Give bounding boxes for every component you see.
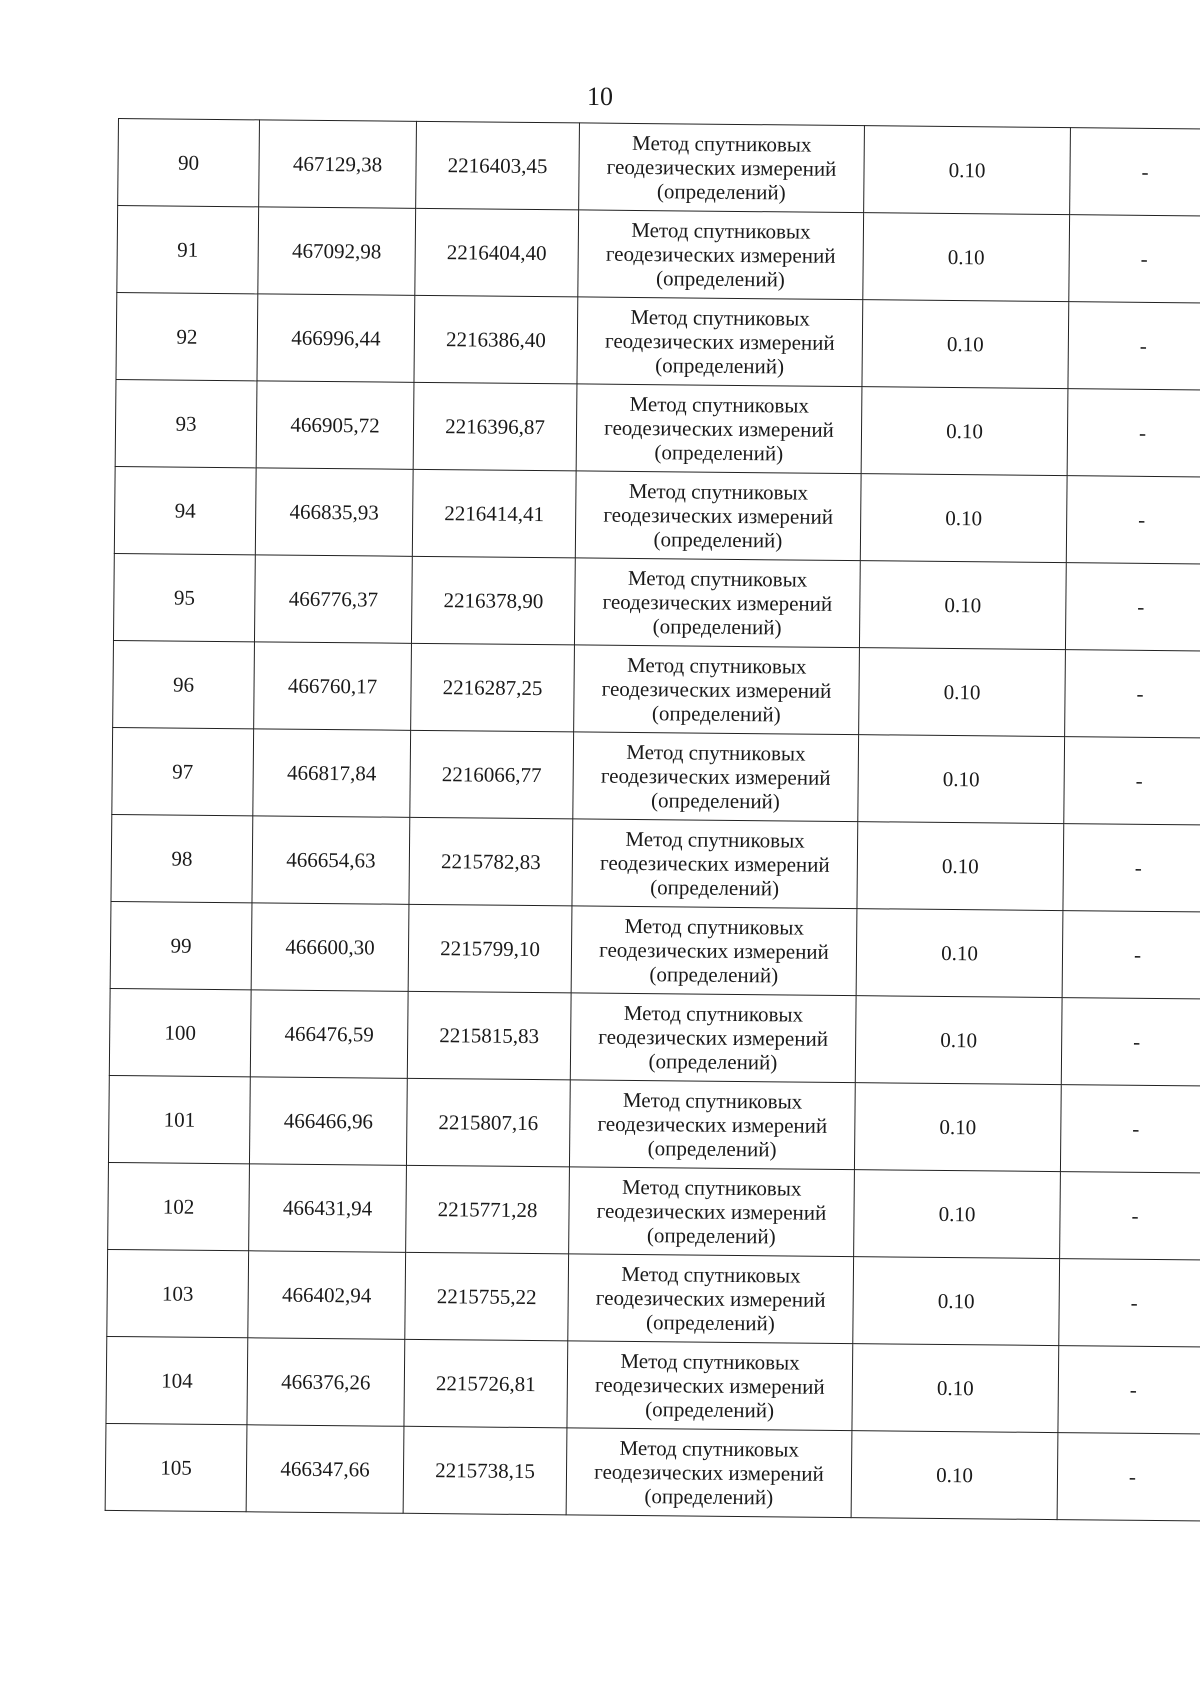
- point-number: 94: [174, 498, 196, 523]
- y-coordinate: 2216404,40: [446, 240, 547, 266]
- x-coordinate-cell: [249, 1077, 407, 1166]
- method-line-1: Метод спутниковых: [619, 1435, 800, 1462]
- note-value: -: [1135, 768, 1143, 793]
- method-line-2: геодезических измерений: [606, 154, 837, 181]
- method-line-2: геодезических измерений: [605, 241, 836, 268]
- point-number-cell: [105, 1423, 247, 1511]
- point-number-cell: [111, 814, 253, 902]
- note-cell: [1062, 911, 1200, 999]
- y-coordinate-cell: [406, 1078, 570, 1167]
- y-coordinate: 2215726,81: [435, 1371, 536, 1397]
- method-line-3: (определений): [646, 1223, 776, 1249]
- x-coordinate: 466996,44: [291, 325, 381, 351]
- note-value: -: [1141, 159, 1149, 184]
- point-number: 92: [176, 324, 198, 349]
- method-cell: [577, 297, 863, 387]
- table-row: [108, 1075, 1200, 1173]
- x-coordinate-cell: [252, 816, 410, 905]
- point-number-cell: [116, 292, 258, 380]
- method-cell: [570, 993, 856, 1083]
- method-line-3: (определений): [650, 788, 780, 814]
- y-coordinate-cell: [416, 121, 580, 210]
- note-value: -: [1130, 1290, 1138, 1315]
- y-coordinate: 2216386,40: [445, 327, 546, 353]
- method-line-1: Метод спутниковых: [621, 1261, 801, 1288]
- point-number-cell: [106, 1336, 248, 1424]
- note-cell: [1068, 302, 1200, 390]
- y-coordinate: 2215771,28: [437, 1197, 538, 1223]
- y-coordinate: 2216396,87: [445, 414, 546, 440]
- y-coordinate-cell: [406, 1165, 570, 1254]
- accuracy-value: 0.10: [947, 244, 985, 270]
- x-coordinate: 466776,37: [288, 586, 379, 612]
- method-cell: [569, 1080, 855, 1170]
- table-row: [107, 1249, 1200, 1347]
- accuracy-cell: [859, 648, 1066, 737]
- note-value: -: [1139, 333, 1147, 358]
- point-number: 100: [164, 1020, 197, 1045]
- accuracy-cell: [862, 300, 1069, 389]
- point-number: 97: [172, 759, 194, 784]
- accuracy-value: 0.10: [942, 766, 980, 792]
- note-value: -: [1132, 1116, 1140, 1141]
- note-cell: [1060, 1172, 1200, 1260]
- method-line-2: геодезических измерений: [602, 589, 833, 616]
- note-value: -: [1140, 246, 1148, 271]
- y-coordinate-cell: [415, 208, 579, 297]
- x-coordinate-cell: [258, 207, 416, 296]
- point-number-cell: [113, 553, 255, 641]
- method-line-2: геодезических измерений: [599, 937, 829, 964]
- accuracy-value: 0.10: [946, 418, 984, 444]
- method-cell: [575, 471, 861, 561]
- y-coordinate-cell: [411, 556, 575, 645]
- x-coordinate-cell: [254, 555, 412, 644]
- method-cell: [566, 1428, 852, 1518]
- note-value: -: [1134, 855, 1142, 880]
- x-coordinate: 466476,59: [284, 1021, 374, 1047]
- method-cell: [578, 210, 864, 300]
- y-coordinate-cell: [408, 904, 572, 993]
- note-cell: [1066, 476, 1200, 564]
- method-line-2: геодезических измерений: [594, 1372, 825, 1399]
- point-number-cell: [113, 640, 255, 728]
- accuracy-value: 0.10: [937, 1288, 975, 1314]
- method-line-3: (определений): [655, 353, 785, 379]
- table-row: [106, 1336, 1200, 1434]
- y-coordinate: 2215799,10: [440, 936, 541, 962]
- method-line-3: (определений): [652, 614, 782, 640]
- y-coordinate-cell: [403, 1426, 567, 1515]
- x-coordinate-cell: [254, 642, 412, 731]
- accuracy-value: 0.10: [938, 1201, 976, 1227]
- method-line-3: (определений): [651, 701, 781, 727]
- y-coordinate: 2216378,90: [443, 588, 544, 614]
- note-cell: [1065, 563, 1200, 651]
- note-cell: [1067, 389, 1200, 477]
- note-cell: [1070, 128, 1200, 216]
- x-coordinate: 466835,93: [289, 499, 379, 525]
- x-coordinate: 466347,66: [280, 1456, 370, 1482]
- x-coordinate-cell: [248, 1251, 406, 1340]
- coordinates-table: [105, 118, 1200, 1522]
- accuracy-value: 0.10: [940, 1027, 978, 1053]
- method-line-2: геодезических измерений: [604, 415, 834, 442]
- accuracy-cell: [863, 213, 1070, 302]
- method-cell: [568, 1254, 854, 1344]
- method-line-1: Метод спутниковых: [631, 217, 811, 244]
- accuracy-value: 0.10: [941, 940, 979, 966]
- x-coordinate: 467129,38: [292, 151, 383, 177]
- note-value: -: [1133, 942, 1142, 967]
- y-coordinate-cell: [412, 469, 576, 558]
- x-coordinate: 466905,72: [290, 412, 380, 438]
- point-number: 103: [161, 1281, 194, 1306]
- accuracy-cell: [854, 1170, 1061, 1259]
- accuracy-cell: [855, 996, 1062, 1085]
- point-number-cell: [108, 1162, 250, 1250]
- method-line-1: Метод спутниковых: [631, 130, 812, 157]
- accuracy-value: 0.10: [939, 1114, 977, 1140]
- method-line-1: Метод спутниковых: [630, 304, 810, 331]
- note-value: -: [1136, 681, 1144, 706]
- accuracy-cell: [856, 909, 1063, 998]
- accuracy-value: 0.10: [945, 505, 983, 531]
- point-number-cell: [117, 206, 259, 294]
- x-coordinate-cell: [257, 294, 415, 383]
- note-value: -: [1138, 507, 1146, 532]
- accuracy-value: 0.10: [948, 157, 986, 183]
- table-row: [116, 292, 1200, 390]
- point-number: 101: [163, 1107, 196, 1132]
- y-coordinate: 2215738,15: [435, 1458, 536, 1484]
- y-coordinate-cell: [414, 295, 578, 384]
- y-coordinate-cell: [411, 643, 575, 732]
- table-row: [111, 814, 1200, 912]
- point-number-cell: [108, 1075, 250, 1163]
- accuracy-cell: [854, 1083, 1061, 1172]
- note-value: -: [1131, 1203, 1139, 1228]
- method-line-1: Метод спутниковых: [621, 1174, 802, 1201]
- method-line-3: (определений): [649, 962, 779, 988]
- method-line-1: Метод спутниковых: [626, 739, 806, 766]
- accuracy-cell: [861, 387, 1068, 476]
- table-row: [112, 727, 1200, 825]
- y-coordinate-cell: [407, 991, 571, 1080]
- x-coordinate: 466466,96: [283, 1108, 374, 1134]
- table-row: [115, 379, 1200, 477]
- note-cell: [1064, 737, 1200, 825]
- note-cell: [1061, 998, 1200, 1086]
- x-coordinate-cell: [251, 903, 409, 992]
- method-line-2: геодезических измерений: [600, 763, 831, 790]
- method-line-3: (определений): [645, 1397, 775, 1423]
- page-number: 10: [587, 82, 613, 111]
- method-cell: [574, 558, 860, 648]
- accuracy-cell: [851, 1431, 1058, 1520]
- note-cell: [1065, 650, 1200, 738]
- x-coordinate: 466817,84: [286, 760, 377, 786]
- accuracy-value: 0.10: [941, 853, 979, 879]
- x-coordinate: 466402,94: [281, 1282, 372, 1308]
- note-value: -: [1129, 1377, 1137, 1402]
- y-coordinate-cell: [404, 1339, 568, 1428]
- method-line-2: геодезических измерений: [595, 1285, 826, 1312]
- method-cell: [567, 1341, 853, 1431]
- accuracy-cell: [864, 126, 1071, 215]
- method-line-1: Метод спутниковых: [620, 1348, 800, 1375]
- method-line-1: Метод спутниковых: [625, 826, 805, 853]
- point-number: 91: [177, 237, 199, 262]
- point-number: 93: [175, 411, 197, 436]
- method-line-3: (определений): [648, 1049, 778, 1075]
- point-number: 90: [177, 150, 200, 175]
- note-cell: [1057, 1433, 1200, 1521]
- method-cell: [571, 906, 857, 996]
- method-line-3: (определений): [650, 875, 780, 901]
- point-number: 104: [161, 1368, 193, 1393]
- x-coordinate: 466654,63: [286, 847, 376, 873]
- point-number-cell: [118, 119, 260, 207]
- point-number-cell: [109, 988, 251, 1076]
- table-row: [105, 1423, 1200, 1521]
- point-number: 99: [170, 933, 192, 958]
- method-line-1: Метод спутниковых: [623, 1000, 804, 1027]
- point-number: 105: [160, 1455, 192, 1480]
- y-coordinate: 2215755,22: [436, 1284, 537, 1310]
- x-coordinate-cell: [259, 120, 417, 209]
- y-coordinate: 2216414,41: [444, 501, 545, 527]
- y-coordinate-cell: [413, 382, 577, 471]
- table-row: [113, 553, 1200, 651]
- accuracy-cell: [852, 1344, 1059, 1433]
- y-coordinate: 2215815,83: [439, 1023, 540, 1049]
- method-line-2: геодезических измерений: [603, 502, 834, 529]
- accuracy-value: 0.10: [936, 1462, 974, 1488]
- method-line-3: (определений): [654, 440, 784, 466]
- method-line-2: геодезических измерений: [599, 850, 830, 877]
- point-number: 95: [173, 585, 196, 610]
- coordinates-table-body: [105, 119, 1200, 1522]
- method-line-1: Метод спутниковых: [624, 913, 805, 940]
- note-cell: [1059, 1259, 1200, 1347]
- x-coordinate-cell: [255, 468, 413, 557]
- table-row: [114, 466, 1200, 564]
- method-line-3: (определений): [656, 179, 786, 205]
- x-coordinate-cell: [253, 729, 411, 818]
- method-cell: [579, 123, 865, 213]
- method-cell: [573, 732, 859, 822]
- x-coordinate: 466376,26: [281, 1369, 371, 1395]
- table-row: [108, 1162, 1200, 1260]
- accuracy-value: 0.10: [936, 1375, 974, 1401]
- y-coordinate: 2216066,77: [441, 762, 542, 788]
- x-coordinate-cell: [249, 1164, 407, 1253]
- x-coordinate-cell: [250, 990, 408, 1079]
- x-coordinate-cell: [247, 1338, 405, 1427]
- note-cell: [1058, 1346, 1200, 1434]
- x-coordinate: 467092,98: [291, 238, 382, 264]
- point-number-cell: [112, 727, 254, 815]
- method-cell: [574, 645, 860, 735]
- x-coordinate: 466600,30: [285, 934, 375, 960]
- note-cell: [1060, 1085, 1200, 1173]
- note-cell: [1069, 215, 1200, 303]
- note-value: -: [1138, 420, 1147, 445]
- method-line-2: геодезических измерений: [601, 676, 832, 703]
- accuracy-cell: [860, 474, 1067, 563]
- accuracy-cell: [853, 1257, 1060, 1346]
- table-row: [113, 640, 1200, 738]
- table-row: [118, 119, 1200, 217]
- method-line-2: геодезических измерений: [597, 1111, 828, 1138]
- point-number-cell: [115, 379, 257, 467]
- table-row: [117, 206, 1200, 304]
- accuracy-cell: [857, 822, 1064, 911]
- method-line-1: Метод спутниковых: [629, 391, 810, 418]
- method-line-1: Метод спутниковых: [627, 565, 808, 592]
- y-coordinate-cell: [405, 1252, 569, 1341]
- coordinates-table-wrapper: [105, 118, 1168, 1521]
- point-number-cell: [114, 466, 256, 554]
- accuracy-cell: [858, 735, 1065, 824]
- y-coordinate: 2216403,45: [447, 153, 548, 179]
- method-line-1: Метод спутниковых: [626, 652, 807, 679]
- point-number-cell: [107, 1249, 249, 1337]
- note-cell: [1063, 824, 1200, 912]
- x-coordinate: 466431,94: [282, 1195, 373, 1221]
- y-coordinate: 2215782,83: [440, 849, 541, 875]
- method-line-3: (определений): [644, 1484, 774, 1510]
- note-value: -: [1133, 1029, 1141, 1054]
- method-line-3: (определений): [645, 1310, 775, 1336]
- note-value: -: [1137, 594, 1145, 619]
- note-value: -: [1128, 1464, 1137, 1489]
- method-line-2: геодезических измерений: [598, 1024, 829, 1051]
- accuracy-value: 0.10: [944, 592, 982, 618]
- point-number: 102: [162, 1194, 195, 1219]
- method-line-2: геодезических измерений: [596, 1198, 827, 1225]
- method-line-1: Метод спутниковых: [622, 1087, 803, 1114]
- x-coordinate: 466760,17: [287, 673, 378, 699]
- method-line-2: геодезических измерений: [604, 328, 835, 355]
- method-cell: [572, 819, 858, 909]
- method-line-3: (определений): [655, 266, 785, 292]
- method-line-2: геодезических измерений: [594, 1459, 824, 1486]
- accuracy-cell: [859, 561, 1066, 650]
- y-coordinate: 2216287,25: [442, 675, 543, 701]
- y-coordinate-cell: [409, 817, 573, 906]
- table-row: [110, 901, 1200, 999]
- point-number-cell: [110, 901, 252, 989]
- table-row: [109, 988, 1200, 1086]
- method-line-1: Метод спутниковых: [628, 478, 809, 505]
- x-coordinate-cell: [256, 381, 414, 470]
- method-cell: [569, 1167, 855, 1257]
- method-line-3: (определений): [653, 527, 783, 553]
- y-coordinate-cell: [410, 730, 574, 819]
- accuracy-value: 0.10: [943, 679, 981, 705]
- point-number: 96: [172, 672, 195, 697]
- method-line-3: (определений): [647, 1136, 777, 1162]
- x-coordinate-cell: [246, 1425, 404, 1514]
- accuracy-value: 0.10: [946, 331, 984, 357]
- method-cell: [576, 384, 862, 474]
- point-number: 98: [171, 846, 193, 871]
- y-coordinate: 2215807,16: [438, 1110, 539, 1136]
